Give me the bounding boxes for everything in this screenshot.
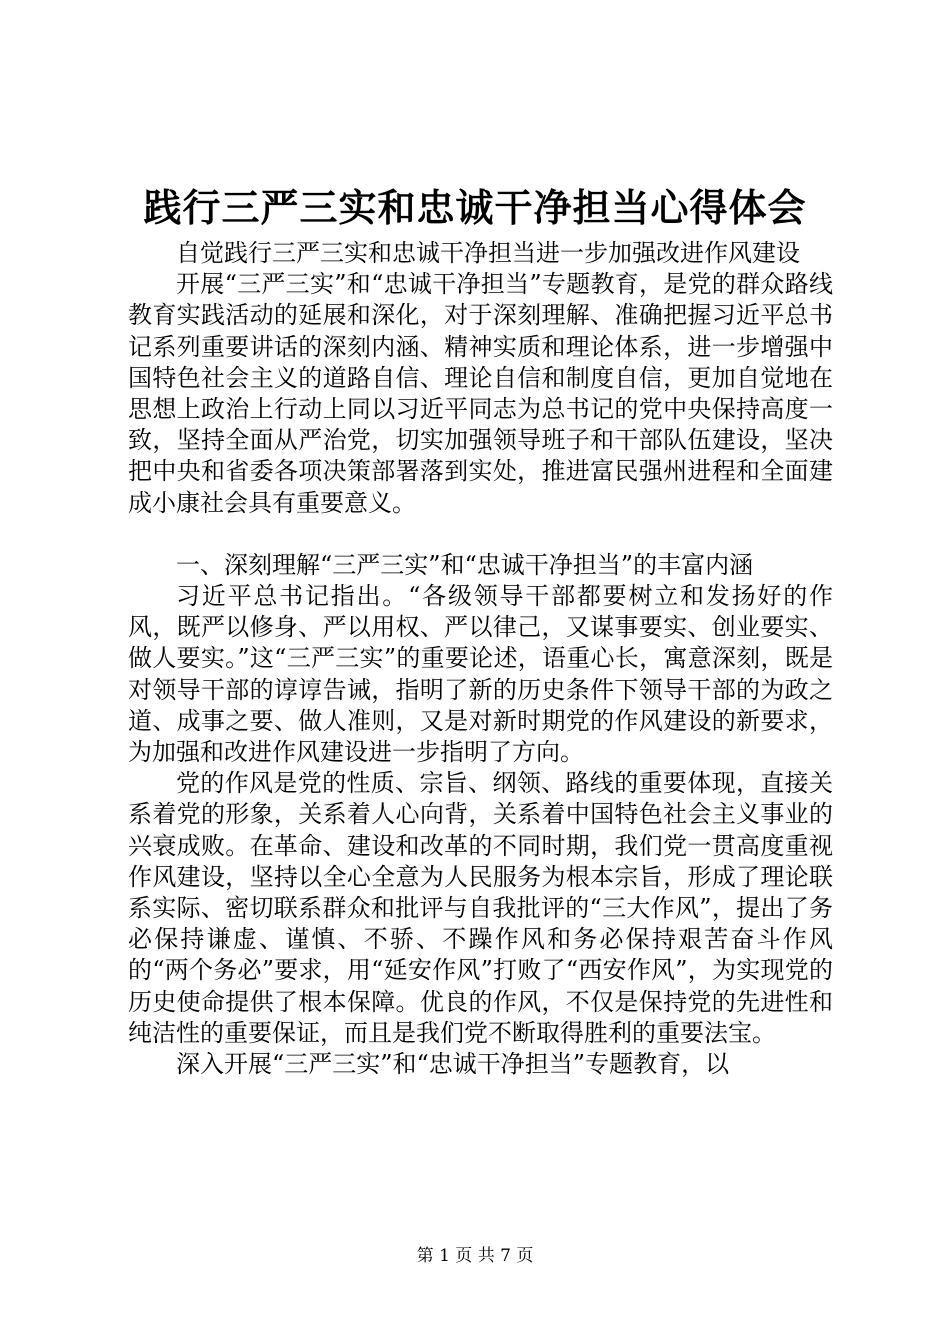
document-body [128, 238, 833, 1080]
paragraph-continued: 深入开展“三严三实”和“忠诚干净担当”专题教育，以 [176, 1050, 730, 1079]
document-title: 践行三严三实和忠诚干净担当心得体会 [143, 185, 807, 230]
paragraph-quote: 习近平总书记指出。“各级领导干部都要树立和发扬好的作风，既严以修身、严以用权、严以律己，又谋事要实、创业要实、做人要实。”这“三严三实”的重要论述，语重心长，寓意深刻，既是对领导干部的谆谆告诫，指明了新的历史条件下领导干部的为政之道、成事之要、做人准则，又是对新时期党的作风建设的新要求，为加强和改进作风建设进一步指明了方向。 [128, 582, 833, 767]
page-footer: 第 1 页 共 7 页 [416, 1246, 534, 1266]
section-heading-1: 一、深刻理解“三严三实”和“忠诚干净担当”的丰富内涵 [176, 550, 754, 579]
paragraph-party-style: 党的作风是党的性质、宗旨、纲领、路线的重要体现，直接关系着党的形象，关系着人心向背，关系着中国特色社会主义事业的兴衰成败。在革命、建设和改革的不同时期，我们党一贯高度重视作风建设，坚持以全心全意为人民服务为根本宗旨，形成了理论联系实际、密切联系群众和批评与自我批评的“三大作风”，提出了务必保持谦虚、谨慎、不骄、不躁作风和务必保持艰苦奋斗作风的“两个务必”要求，用“延安作风”打败了“西安作风”，为实现党的历史使命提供了根本保障。优良的作风，不仅是保持党的先进性和纯洁性的重要保证，而且是我们党不断取得胜利的重要法宝。 [128, 769, 833, 1047]
paragraph-subtitle: 自觉践行三严三实和忠诚干净担当进一步加强改进作风建设 [176, 239, 800, 267]
paragraph-intro: 开展“三严三实”和“忠诚干净担当”专题教育，是党的群众路线教育实践活动的延展和深化，对于深刻理解、准确把握习近平总书记系列重要讲话的深刻内涵、精神实质和理论体系，进一步增强中国特色社会主义的道路自信、理论自信和制度自信，更加自觉地在思想上政治上行动上同以习近平同志为总书记的党中央保持高度一致，坚持全面从严治党，切实加强领导班子和干部队伍建设，坚决把中央和省委各项决策部署落到实处，推进富民强州进程和全面建成小康社会具有重要意义。 [128, 270, 833, 517]
paragraph-spacer [128, 519, 833, 550]
